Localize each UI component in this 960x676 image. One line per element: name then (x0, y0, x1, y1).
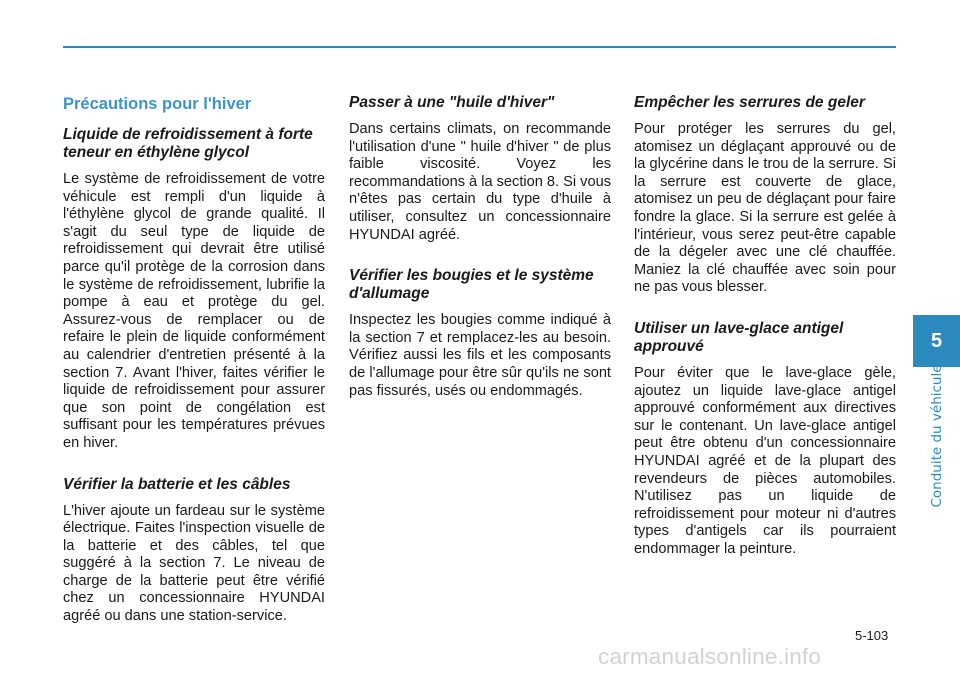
paragraph-washer-fluid: Pour éviter que le lave-glace gèle, ajoutez un liquide lave-glace antigel approuvé conformément aux directives sur le contenant. Un lave-glace antigel peut être obtenu d'un concessionnaire HYUNDAI agréé et de la plupart des revendeurs de pièces automobiles. N'utilisez pas un liquide de refroidissement pour moteur ni d'autres types d'antigels car ils pourraient endommager la peinture. (634, 364, 896, 557)
heading-winter-oil: Passer à une "huile d'hiver" (349, 94, 555, 111)
paragraph-winter-oil: Dans certains climats, on recommande l'utilisation d'une " huile d'hiver " de plus faible viscosité. Voyez les recommandations à la section 8. Si vous n'êtes pas certain du type d'huile à utiliser, consultez un concessionnaire HYUNDAI agréé. (349, 121, 612, 243)
column-left (63, 90, 325, 649)
heading-door-locks: Empêcher les serrures de geler (634, 94, 865, 111)
page-number: 5-103 (855, 628, 889, 643)
column-middle (349, 90, 611, 423)
heading-battery: Vérifier la batterie et les câbles (63, 475, 291, 493)
heading-spark-plugs: Vérifier les bougies et le système d'allumage (349, 267, 594, 303)
paragraph-spark-plugs: Inspectez les bougies comme indiqué à la section 7 et remplacez-les au besoin. Vérifiez aussi les fils et les composants de l'allumage pour être sûr qu'ils ne sont pas fissurés, usés ou endommagés. (349, 312, 611, 399)
watermark: carmanualsonline.info (598, 644, 822, 669)
column-right (634, 90, 896, 581)
paragraph-coolant: Le système de refroidissement de votre véhicule est rempli d'un liquide à l'éthylène glycol de grande qualité. Il s'agit du seul type de liquide de refroidissement qui devrait être utilisé parce qu'il protège de la corrosion dans le système de refroidissement, lubrifie la pompe à eau et protège du gel. Assurez-vous de remplacer ou de refaire le plein de liquide conformément au calendrier d'entretien présenté à la section 7. Avant l'hiver, faites vérifier le liquide de refroidissement pour assurer que son point de congélation est suffisant pour les températures prévues en hiver. (63, 171, 325, 451)
section-title: Précautions pour l'hiver (63, 95, 252, 113)
heading-washer-fluid: Utiliser un lave-glace antigel approuvé (634, 319, 844, 355)
paragraph-door-locks: Pour protéger les serrures du gel, atomisez un déglaçant approuvé ou de la glycérine dans le trou de la serrure. Si la serrure est couverte de glace, atomisez un peu de déglaçant pour faire fondre la glace. Si la serrure est gelée à l'intérieur, vous serez peut-être capable de la dégeler avec une clé chauffée. Maniez la clé chauffée avec soin pour ne pas vous blesser. (634, 121, 896, 296)
heading-coolant: Liquide de refroidissement à forte teneur en éthylène glycol (63, 126, 313, 161)
header-rule (63, 46, 896, 48)
paragraph-battery: L'hiver ajoute un fardeau sur le système électrique. Faites l'inspection visuelle de la batterie et des câbles, tel que suggéré à la section 7. Le niveau de charge de la batterie peut être vérifié chez un concessionnaire HYUNDAI agréé ou dans une station-service. (63, 502, 325, 625)
chapter-tab: 5 (913, 315, 960, 367)
chapter-label: Conduite du véhicule (929, 364, 945, 508)
